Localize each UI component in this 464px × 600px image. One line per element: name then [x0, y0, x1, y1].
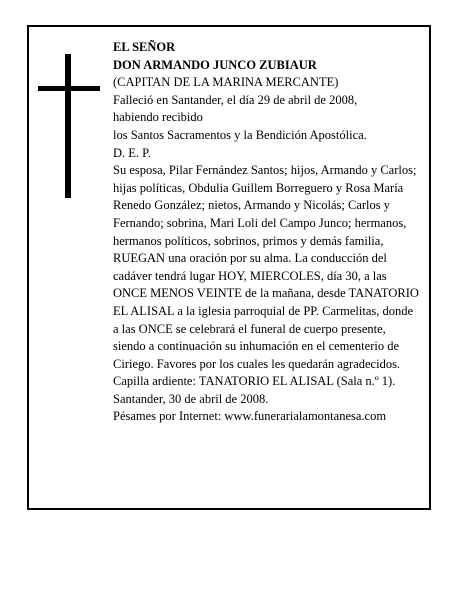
request-paragraph: RUEGAN una oración por su alma. La conducción del cadáver tendrá lugar HOY, MIERCOLES, día 30, a las ONCE MENOS VEINTE de la mañana, desde TANATORIO EL ALISAL a la iglesia parroquial de PP. Carmelitas, donde a las ONCE se celebrará el funeral de cuerpo presente, siendo a continuación su inhumación en el cementerio de Ciriego. Favores por los cuales les quedarán agradecidos.	[113, 251, 419, 371]
dep-line: D. E. P.	[113, 145, 151, 160]
cross-vertical-bar	[65, 54, 71, 198]
latin-cross-icon	[38, 54, 100, 198]
family-paragraph: Su esposa, Pilar Fernández Santos; hijos, Armando y Carlos; hijas políticas, Obdulia Guillem Borreguero y Rosa María Renedo González; nietos, Armando y Nicolás; Carlos y Fernando; sobrina, Mari Loli del Campo Junco; hermanos, hermanos políticos, sobrinos, primos y demás familia,	[113, 163, 417, 248]
condolences-line: Pésames por Internet: www.funerarialamontanesa.com	[113, 409, 387, 424]
deceased-position: (CAPITAN DE LA MARINA MERCANTE)	[113, 75, 339, 90]
sacraments-line: los Santos Sacramentos y la Bendición Apostólica.	[113, 127, 367, 142]
obituary-text	[113, 39, 419, 426]
deceased-name: DON ARMANDO JUNCO ZUBIAUR	[113, 57, 317, 72]
chapel-line: Capilla ardiente: TANATORIO EL ALISAL (Sala n.º 1).	[113, 374, 396, 389]
cross-horizontal-bar	[38, 86, 100, 91]
death-announcement-line-2: habiendo recibido	[113, 110, 203, 125]
date-line: Santander, 30 de abril de 2008.	[113, 391, 269, 406]
notice-title: EL SEÑOR	[113, 40, 176, 54]
death-announcement-line-1: Falleció en Santander, el día 29 de abril de 2008,	[113, 92, 358, 107]
